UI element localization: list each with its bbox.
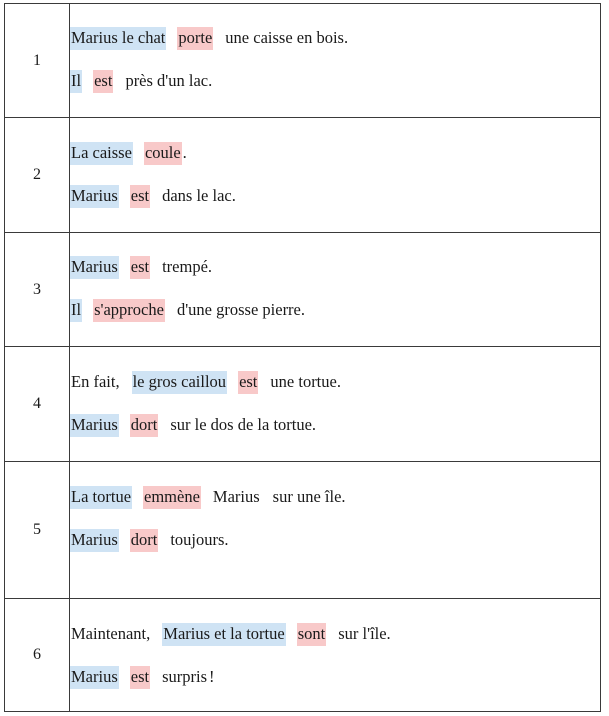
story-row bbox=[5, 599, 601, 712]
subject-chunk: Marius bbox=[70, 414, 119, 437]
verb-chunk: est bbox=[238, 371, 258, 394]
subject-chunk: Marius le chat bbox=[70, 27, 166, 50]
row-text bbox=[70, 4, 601, 118]
row-number: 1 bbox=[5, 4, 70, 118]
story-row bbox=[5, 4, 601, 118]
text-chunk: . bbox=[182, 142, 187, 162]
verb-chunk: est bbox=[130, 185, 150, 208]
row-text bbox=[70, 233, 601, 347]
verb-chunk: porte bbox=[177, 27, 213, 50]
sentence-line bbox=[70, 622, 600, 646]
story-table bbox=[4, 3, 601, 712]
text-chunk: toujours. bbox=[170, 529, 229, 549]
subject-chunk: Marius et la tortue bbox=[162, 623, 285, 646]
row-number: 5 bbox=[5, 462, 70, 599]
verb-chunk: coule bbox=[144, 142, 182, 165]
subject-chunk: Marius bbox=[70, 666, 119, 689]
sentence-line bbox=[70, 26, 600, 50]
sentence-line bbox=[70, 69, 600, 93]
text-chunk: sur l'île. bbox=[338, 623, 391, 643]
row-number: 3 bbox=[5, 233, 70, 347]
verb-chunk: est bbox=[130, 666, 150, 689]
text-chunk: ! bbox=[209, 666, 215, 686]
sentence-line bbox=[70, 370, 600, 394]
sentence-line bbox=[70, 528, 600, 552]
subject-chunk: Marius bbox=[70, 185, 119, 208]
row-text bbox=[70, 347, 601, 462]
subject-chunk: Il bbox=[70, 299, 82, 322]
sentence-line bbox=[70, 665, 600, 689]
story-row bbox=[5, 462, 601, 599]
text-chunk: dans le lac. bbox=[162, 185, 236, 205]
story-row bbox=[5, 347, 601, 462]
subject-chunk: La tortue bbox=[70, 486, 132, 509]
text-chunk: près d'un lac. bbox=[125, 70, 213, 90]
text-chunk: En fait, bbox=[71, 371, 120, 391]
row-text bbox=[70, 599, 601, 712]
verb-chunk: s'approche bbox=[93, 299, 165, 322]
story-row bbox=[5, 118, 601, 233]
verb-chunk: est bbox=[130, 256, 150, 279]
subject-chunk: Il bbox=[70, 70, 82, 93]
text-chunk: Marius bbox=[212, 486, 260, 506]
row-number: 2 bbox=[5, 118, 70, 233]
text-chunk: une tortue. bbox=[270, 371, 341, 391]
row-number: 6 bbox=[5, 599, 70, 712]
story-row bbox=[5, 233, 601, 347]
verb-chunk: emmène bbox=[143, 486, 201, 509]
subject-chunk: Marius bbox=[70, 529, 119, 552]
verb-chunk: dort bbox=[130, 414, 159, 437]
verb-chunk: sont bbox=[297, 623, 327, 646]
text-chunk: d'une grosse pierre. bbox=[176, 299, 306, 319]
subject-chunk: La caisse bbox=[70, 142, 133, 165]
sentence-line bbox=[70, 255, 600, 279]
text-chunk: trempé. bbox=[162, 256, 213, 276]
verb-chunk: dort bbox=[130, 529, 159, 552]
sentence-line bbox=[70, 298, 600, 322]
sentence-line bbox=[70, 485, 600, 509]
sentence-line bbox=[70, 184, 600, 208]
text-chunk: Maintenant, bbox=[71, 623, 151, 643]
subject-chunk: Marius bbox=[70, 256, 119, 279]
row-text bbox=[70, 118, 601, 233]
sentence-line bbox=[70, 141, 600, 165]
text-chunk: surpris bbox=[162, 666, 208, 686]
text-chunk: une caisse en bois. bbox=[225, 27, 349, 47]
row-number: 4 bbox=[5, 347, 70, 462]
text-chunk: sur une île. bbox=[272, 486, 346, 506]
row-text bbox=[70, 462, 601, 599]
text-chunk: sur le dos de la tortue. bbox=[170, 414, 317, 434]
verb-chunk: est bbox=[93, 70, 113, 93]
sentence-line bbox=[70, 413, 600, 437]
subject-chunk: le gros caillou bbox=[132, 371, 227, 394]
